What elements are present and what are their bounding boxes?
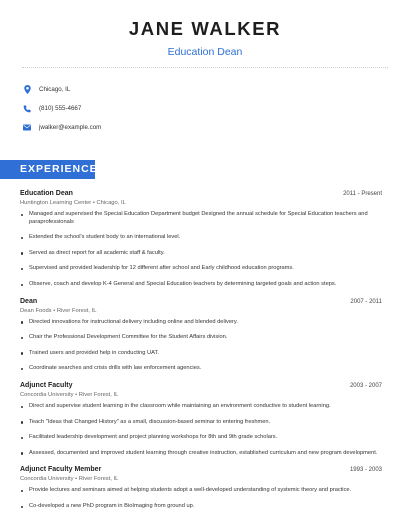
job-role: Education Dean	[20, 190, 73, 197]
resume-header	[0, 0, 410, 58]
job-role: Adjunct Faculty	[20, 381, 73, 389]
job-entry	[20, 189, 382, 289]
job-bullet: Facilitated leadership development and project planning workshops for 8th and 9th grade scholars.	[20, 434, 382, 442]
contact-list	[22, 80, 101, 137]
job-bullet: Direct and supervise student learning in the classroom while maintaining an environment conductive to student learning.	[20, 403, 382, 411]
location-pin-icon	[22, 85, 32, 95]
job-dates: 2003 - 2007	[349, 382, 382, 389]
job-bullet: Directed innovations for instructional delivery including online and blended delivery.	[20, 319, 382, 327]
contact-phone[interactable]	[22, 99, 101, 118]
experience-list	[20, 189, 382, 519]
job-bullet: Assessed, documented and improved student learning through creative instruction, established curriculum and new program development.	[20, 450, 382, 458]
job-bullets	[20, 319, 382, 373]
job-bullet: Co-developed a new PhD program in BioImaging from ground up.	[20, 503, 382, 511]
job-bullet: Extended the school's student body to an international level.	[20, 234, 382, 242]
job-bullet: Teach "Ideas that Changed History" as a small, discussion-based seminar to entering freshmen.	[20, 419, 382, 427]
job-bullet: Chair the Professional Development Committee for the Student Affairs division.	[20, 334, 382, 342]
contact-location	[22, 80, 101, 99]
job-organization: Dean Foods • River Forest, IL	[20, 307, 97, 314]
email-icon	[22, 123, 32, 133]
job-bullet: Coordinate searches and crisis drills with law enforcement agencies.	[20, 365, 382, 373]
job-organization: Concordia University • River Forest, IL	[20, 476, 119, 483]
candidate-name: JANE WALKER	[128, 18, 282, 39]
phone-icon	[22, 104, 32, 114]
job-bullet: Observe, coach and develop K-4 General and Special Education teachers by determining targeted goals and action steps.	[20, 281, 382, 289]
job-entry	[20, 297, 382, 373]
job-dates: 1993 - 2003	[349, 467, 382, 474]
header-divider	[22, 67, 388, 68]
job-bullets	[20, 487, 382, 510]
contact-phone-text: (810) 555-4667	[39, 105, 82, 112]
job-bullet: Supervised and provided leadership for 12 different after school and Early childhood education programs.	[20, 265, 382, 273]
job-role: Adjunct Faculty Member	[20, 466, 102, 474]
job-bullet: Served as direct report for all academic staff & faculty.	[20, 250, 382, 258]
contact-email-text: jwalker@example.com	[39, 124, 102, 131]
job-organization: Concordia University • River Forest, IL	[20, 391, 119, 398]
job-bullets	[20, 403, 382, 457]
job-organization: Huntington Learning Center • Chicago, IL	[20, 200, 126, 206]
job-role: Dean	[20, 297, 38, 305]
job-bullets	[20, 211, 382, 289]
job-entry	[20, 465, 382, 510]
experience-section-heading: EXPERIENCE	[0, 160, 95, 179]
contact-location-text: Chicago, IL	[39, 86, 71, 93]
job-bullet: Provide lectures and seminars aimed at helping students adopt a well-developed understanding of systemic theory and practice.	[20, 487, 382, 495]
contact-email[interactable]	[22, 118, 101, 137]
job-dates: 2007 - 2011	[350, 298, 382, 305]
job-bullet: Trained users and provided help in conducting UAT.	[20, 350, 382, 358]
job-dates: 2011 - Present	[343, 191, 382, 197]
job-bullet: Managed and supervised the Special Education Department budget Designed the annual schedule for Special Education teachers and paraprofessionals	[20, 211, 382, 226]
job-entry	[20, 381, 382, 457]
candidate-title: Education Dean	[167, 46, 243, 58]
